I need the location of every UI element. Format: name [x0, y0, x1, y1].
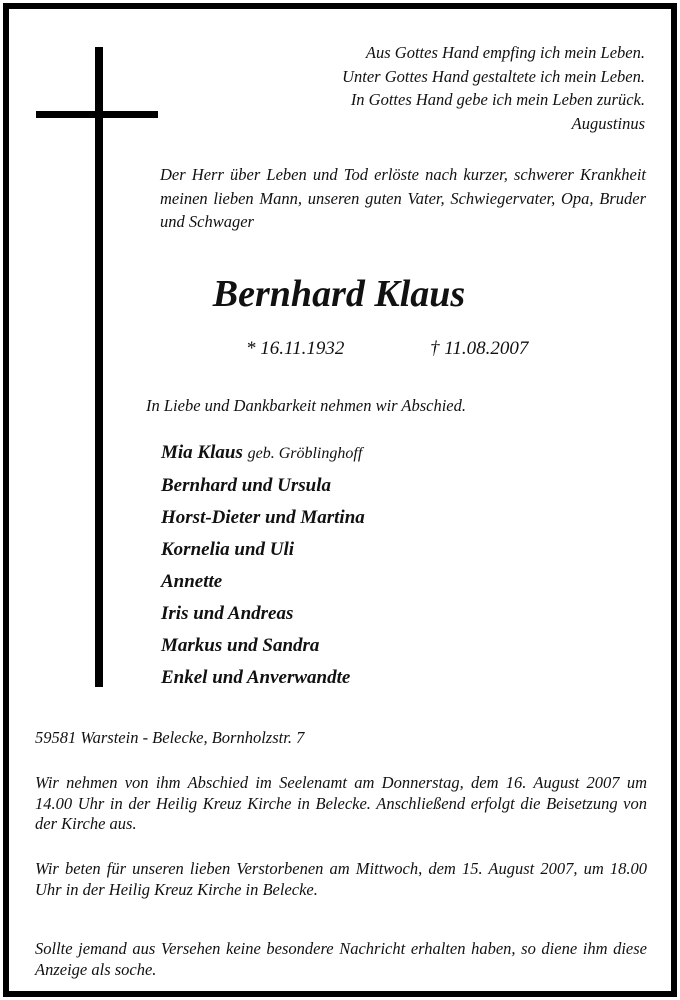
obituary-notice: [3, 3, 677, 997]
quote-line: In Gottes Hand gebe ich mein Leben zurück.: [350, 90, 645, 109]
quote-line: Unter Gottes Hand gestaltete ich mein Leben.: [342, 66, 645, 86]
list-item: Iris und Andreas: [161, 603, 294, 624]
quote-block: [342, 41, 645, 135]
list-item: Kornelia und Uli: [161, 539, 295, 560]
service-paragraph: Wir nehmen von ihm Abschied im Seelenamt am Donnerstag, dem 16. August 2007 um 14.00 Uhr in der Heilig Kreuz Kirche in Belecke. Anschließend erfolgt die Beisetzung von der Kirche aus.: [35, 773, 647, 833]
list-item: Horst-Dieter und Martina: [161, 507, 365, 528]
notice-paragraph: Sollte jemand aus Versehen keine besondere Nachricht erhalten haben, so diene ihm diese Anzeige als soche.: [35, 939, 647, 979]
list-item: [161, 437, 365, 470]
family-list: [161, 437, 365, 694]
list-item: Markus und Sandra: [161, 635, 320, 656]
farewell-text: In Liebe und Dankbarkeit nehmen wir Abschied.: [146, 396, 467, 415]
list-item: Annette: [161, 571, 223, 592]
intro-text: Der Herr über Leben und Tod erlöste nach kurzer, schwerer Krankheit meinen lieben Mann, unseren guten Vater, Schwiegervater, Opa, Bruder und Schwager: [160, 165, 646, 231]
quote-line: Aus Gottes Hand empfing ich mein Leben.: [365, 43, 645, 62]
family-first-nee: geb. Gröblinghoff: [247, 445, 363, 462]
list-item: Enkel und Anverwandte: [161, 667, 351, 688]
cross-icon-bar: [36, 111, 158, 118]
list-item: Bernhard und Ursula: [161, 475, 332, 496]
family-first-name: Mia Klaus: [161, 442, 243, 463]
quote-author: Augustinus: [571, 113, 645, 133]
deceased-name: Bernhard Klaus: [212, 273, 466, 315]
address-line: 59581 Warstein - Belecke, Bornholzstr. 7: [35, 728, 305, 747]
birth-date: * 16.11.1932: [246, 338, 345, 359]
cross-icon: [95, 47, 103, 687]
death-date: † 11.08.2007: [430, 338, 529, 359]
prayer-paragraph: Wir beten für unseren lieben Verstorbenen am Mittwoch, dem 15. August 2007, um 18.00 Uhr in der Heilig Kreuz Kirche in Belecke.: [35, 859, 647, 899]
